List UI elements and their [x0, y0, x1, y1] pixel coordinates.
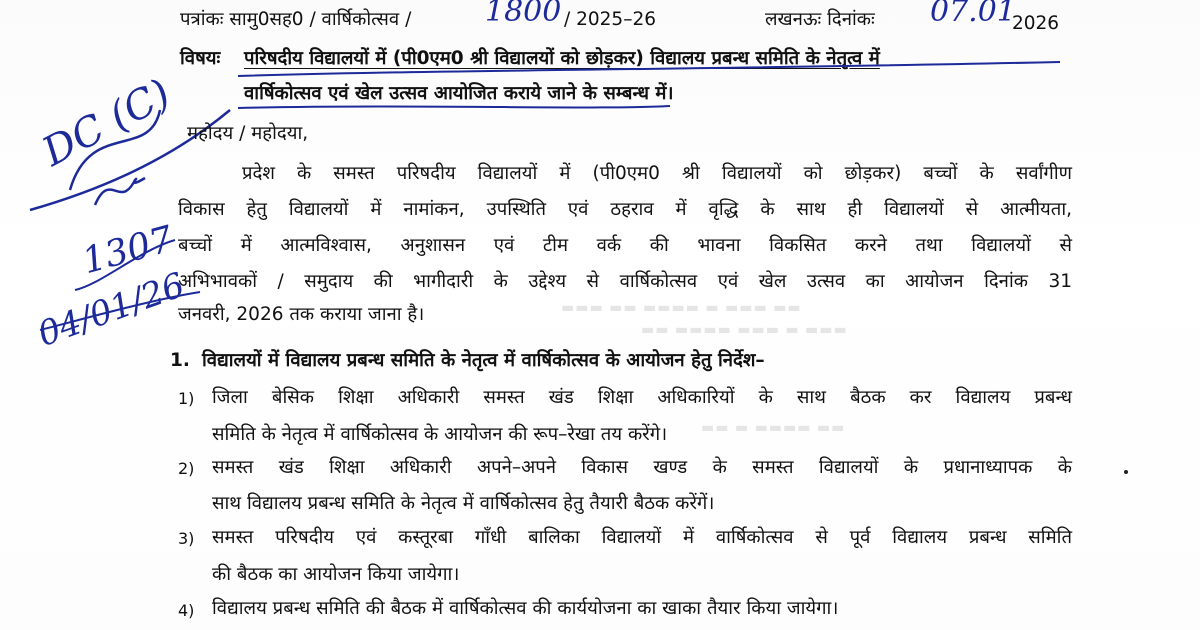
bleed-through-text: ▬▬ ▬▬▬ ▬ ▬▬▬▬ ▬▬ ▬▬▬	[560, 300, 801, 316]
margin-dot	[1124, 470, 1128, 474]
subject-line-2: वार्षिकोत्सव एवं खेल उत्सव आयोजित कराये जाने के सम्बन्ध में।	[244, 83, 674, 104]
subject-line-1: परिषदीय विद्यालयों में (पी0एम0 श्री विद्यालयों को छोड़कर) विद्यालय प्रबन्ध समिति के नेतृत्व में	[244, 48, 880, 69]
handwritten-inward-date: 04/01/26	[32, 265, 190, 355]
letter-year-end: 2026	[1012, 13, 1060, 34]
list-item-line: समिति के नेतृत्व में वार्षिकोत्सव के आयोजन की रूप–रेखा तय करेंगे।	[212, 424, 668, 445]
body-line: बच्चों में आत्मविश्वास, अनुशासन एवं टीम वर्क की भावना विकसित करने तथा विद्यालयों से	[178, 235, 1072, 256]
body-line: प्रदेश के समस्त परिषदीय विद्यालयों में (पी0एम0 श्री विद्यालयों को छोड़कर) बच्चों के सर्वांगीण	[242, 163, 1072, 184]
letter-number-label: पत्रांकः सामु0सह0 / वार्षिकोत्सव /	[180, 9, 412, 30]
section-heading: विद्यालयों में विद्यालय प्रबन्ध समिति के नेतृत्व में वार्षिकोत्सव के आयोजन हेतु निर्देश–	[202, 350, 765, 371]
list-item-number: 3)	[178, 529, 195, 548]
subject-label: विषयः	[180, 48, 221, 69]
place-date-label: लखनऊः दिनांकः	[765, 9, 875, 30]
list-item-number: 1)	[178, 389, 195, 408]
handwritten-letter-number: 1800	[485, 0, 562, 29]
body-line: जनवरी, 2026 तक कराया जाना है।	[178, 304, 425, 325]
list-item-line: समस्त परिषदीय एवं कस्तूरबा गाँधी बालिका विद्यालयों में वार्षिकोत्सव से पूर्व विद्यालय प्रबन्ध समिति	[212, 527, 1072, 548]
list-item-line: की बैठक का आयोजन किया जायेगा।	[212, 564, 460, 585]
handwritten-date: 07.01	[930, 0, 1016, 29]
list-item-number: 4)	[178, 601, 195, 620]
handwritten-inward-number: 1307	[78, 218, 178, 283]
list-item-line: विद्यालय प्रबन्ध समिति की बैठक में वार्षिकोत्सव की कार्ययोजना का खाका तैयार किया जायेगा।	[212, 598, 839, 619]
body-line: अभिभावकों / समुदाय की भागीदारी के उद्देश्य से वार्षिकोत्सव एवं खेल उत्सव का आयोजन दिनांक 31	[178, 271, 1072, 292]
list-item-number: 2)	[178, 459, 195, 478]
list-item-line: समस्त खंड शिक्षा अधिकारी अपने–अपने विकास खण्ड के समस्त विद्यालयों के प्रधानाध्यापक के	[212, 457, 1072, 478]
body-line: विकास हेतु विद्यालयों में नामांकन, उपस्थिति एवं ठहराव में वृद्धि के साथ ही विद्यालयों से आत्मीयता,	[178, 199, 1072, 220]
bleed-through-text: ▬▬▬ ▬ ▬▬▬ ▬▬▬▬ ▬▬	[640, 322, 847, 338]
bleed-through-text: ▬▬ ▬▬▬▬ ▬ ▬▬	[700, 420, 845, 436]
section-number: 1.	[170, 350, 190, 371]
letter-year: / 2025–26	[564, 9, 656, 30]
handwritten-margin-note: DC (C)	[35, 70, 178, 176]
list-item-line: साथ विद्यालय प्रबन्ध समिति के नेतृत्व में वार्षिकोत्सव हेतु तैयारी बैठक करेंगें।	[212, 493, 715, 514]
salutation: महोदय / महोदया,	[187, 123, 309, 144]
list-item-line: जिला बेसिक शिक्षा अधिकारी समस्त खंड शिक्षा अधिकारियों के साथ बैठक कर विद्यालय प्रबन्ध	[212, 387, 1072, 408]
